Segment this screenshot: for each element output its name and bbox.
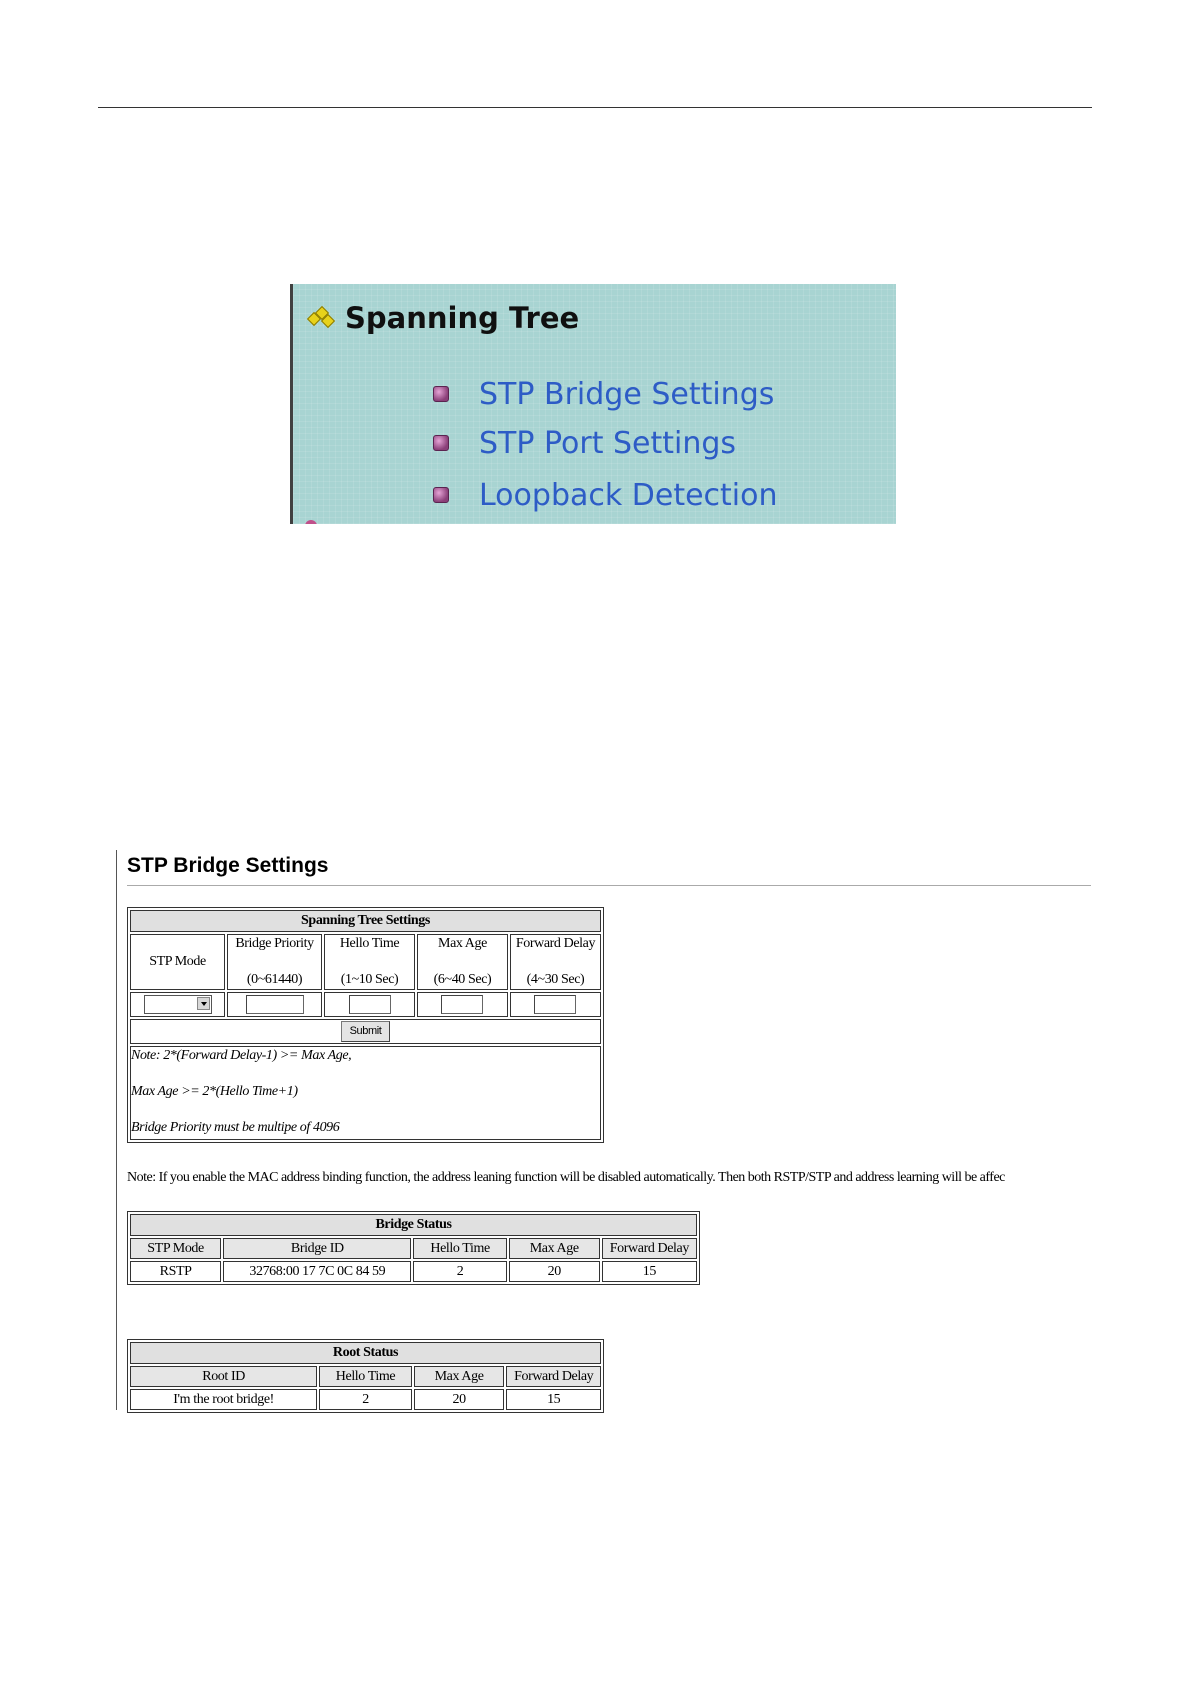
stp-mode-cell <box>130 992 225 1017</box>
folder-tree-icon <box>307 306 335 330</box>
table-cell: 15 <box>506 1389 601 1410</box>
spanning-tree-settings-table <box>127 907 604 1143</box>
column-header-stp-mode: STP Mode <box>130 934 225 990</box>
column-range: (1~10 Sec) <box>340 972 399 987</box>
stp-mode-select[interactable] <box>144 995 212 1014</box>
top-divider <box>98 107 1092 108</box>
table-cell: I'm the root bridge! <box>130 1389 317 1410</box>
forward-delay-cell <box>510 992 601 1017</box>
table-caption: Spanning Tree Settings <box>130 910 601 932</box>
title-divider <box>127 885 1091 886</box>
column-label: Hello Time <box>339 936 400 951</box>
mac-binding-note: Note: If you enable the MAC address binding function, the address leaning function will be disabled automatically. Then both RSTP/STP and address learning will be affec <box>127 1170 1005 1185</box>
settings-note <box>130 1046 601 1140</box>
column-header: Root ID <box>130 1366 317 1387</box>
submit-button[interactable]: Submit <box>341 1021 391 1042</box>
column-range: (6~40 Sec) <box>433 972 492 987</box>
forward-delay-input[interactable] <box>534 995 576 1014</box>
menu-header-label: Spanning Tree <box>345 301 580 335</box>
column-label: Bridge Priority <box>235 936 314 951</box>
hello-time-input[interactable] <box>349 995 391 1014</box>
column-header: Hello Time <box>413 1238 506 1259</box>
column-header: Max Age <box>509 1238 600 1259</box>
bullet-icon <box>433 435 449 451</box>
root-status-table <box>127 1339 604 1413</box>
column-range: (0~61440) <box>246 972 303 987</box>
menu-item-stp-port-settings[interactable] <box>433 421 736 465</box>
menu-item-label[interactable]: Loopback Detection <box>479 477 778 513</box>
note-line: Note: 2*(Forward Delay-1) >= Max Age, <box>131 1048 352 1063</box>
menu-item-label[interactable]: STP Port Settings <box>479 425 737 461</box>
column-header: Hello Time <box>319 1366 412 1387</box>
max-age-cell <box>417 992 508 1017</box>
bullet-icon <box>433 487 449 503</box>
column-header-forward-delay <box>510 934 601 990</box>
table-cell: 15 <box>602 1261 697 1282</box>
table-caption: Bridge Status <box>130 1214 697 1236</box>
max-age-input[interactable] <box>441 995 483 1014</box>
note-line: Bridge Priority must be multipe of 4096 <box>131 1120 340 1135</box>
menu-item-label[interactable]: STP Bridge Settings <box>479 376 775 412</box>
chevron-down-icon[interactable] <box>197 997 210 1010</box>
note-line: Max Age >= 2*(Hello Time+1) <box>131 1084 298 1099</box>
bullet-icon <box>433 386 449 402</box>
column-header-bridge-priority <box>227 934 322 990</box>
column-header-max-age <box>417 934 508 990</box>
column-header: Forward Delay <box>602 1238 697 1259</box>
bridge-status-table <box>127 1211 700 1285</box>
table-cell: 32768:00 17 7C 0C 84 59 <box>223 1261 411 1282</box>
column-header-hello-time <box>324 934 415 990</box>
column-header: Forward Delay <box>506 1366 601 1387</box>
column-header: Max Age <box>414 1366 505 1387</box>
menu-item-stp-bridge-settings[interactable] <box>433 372 774 416</box>
table-cell: RSTP <box>130 1261 221 1282</box>
spanning-tree-menu <box>290 284 896 524</box>
bridge-priority-cell <box>227 992 322 1017</box>
column-label: Forward Delay <box>515 936 596 951</box>
table-caption: Root Status <box>130 1342 601 1364</box>
table-row <box>130 1261 697 1282</box>
table-cell: 20 <box>414 1389 505 1410</box>
table-cell: 2 <box>413 1261 506 1282</box>
table-row <box>130 1389 601 1410</box>
stp-bridge-settings-page <box>116 850 1093 1410</box>
table-cell: 2 <box>319 1389 412 1410</box>
menu-header[interactable] <box>307 298 579 338</box>
column-label: Max Age <box>438 936 487 951</box>
hello-time-cell <box>324 992 415 1017</box>
column-header: STP Mode <box>130 1238 221 1259</box>
submit-row <box>130 1019 601 1044</box>
page-title: STP Bridge Settings <box>127 854 329 877</box>
menu-item-loopback-detection[interactable] <box>433 473 778 517</box>
bridge-priority-input[interactable] <box>246 995 304 1014</box>
table-cell: 20 <box>509 1261 600 1282</box>
column-header: Bridge ID <box>223 1238 411 1259</box>
column-range: (4~30 Sec) <box>526 972 585 987</box>
bullet-icon <box>305 520 317 524</box>
